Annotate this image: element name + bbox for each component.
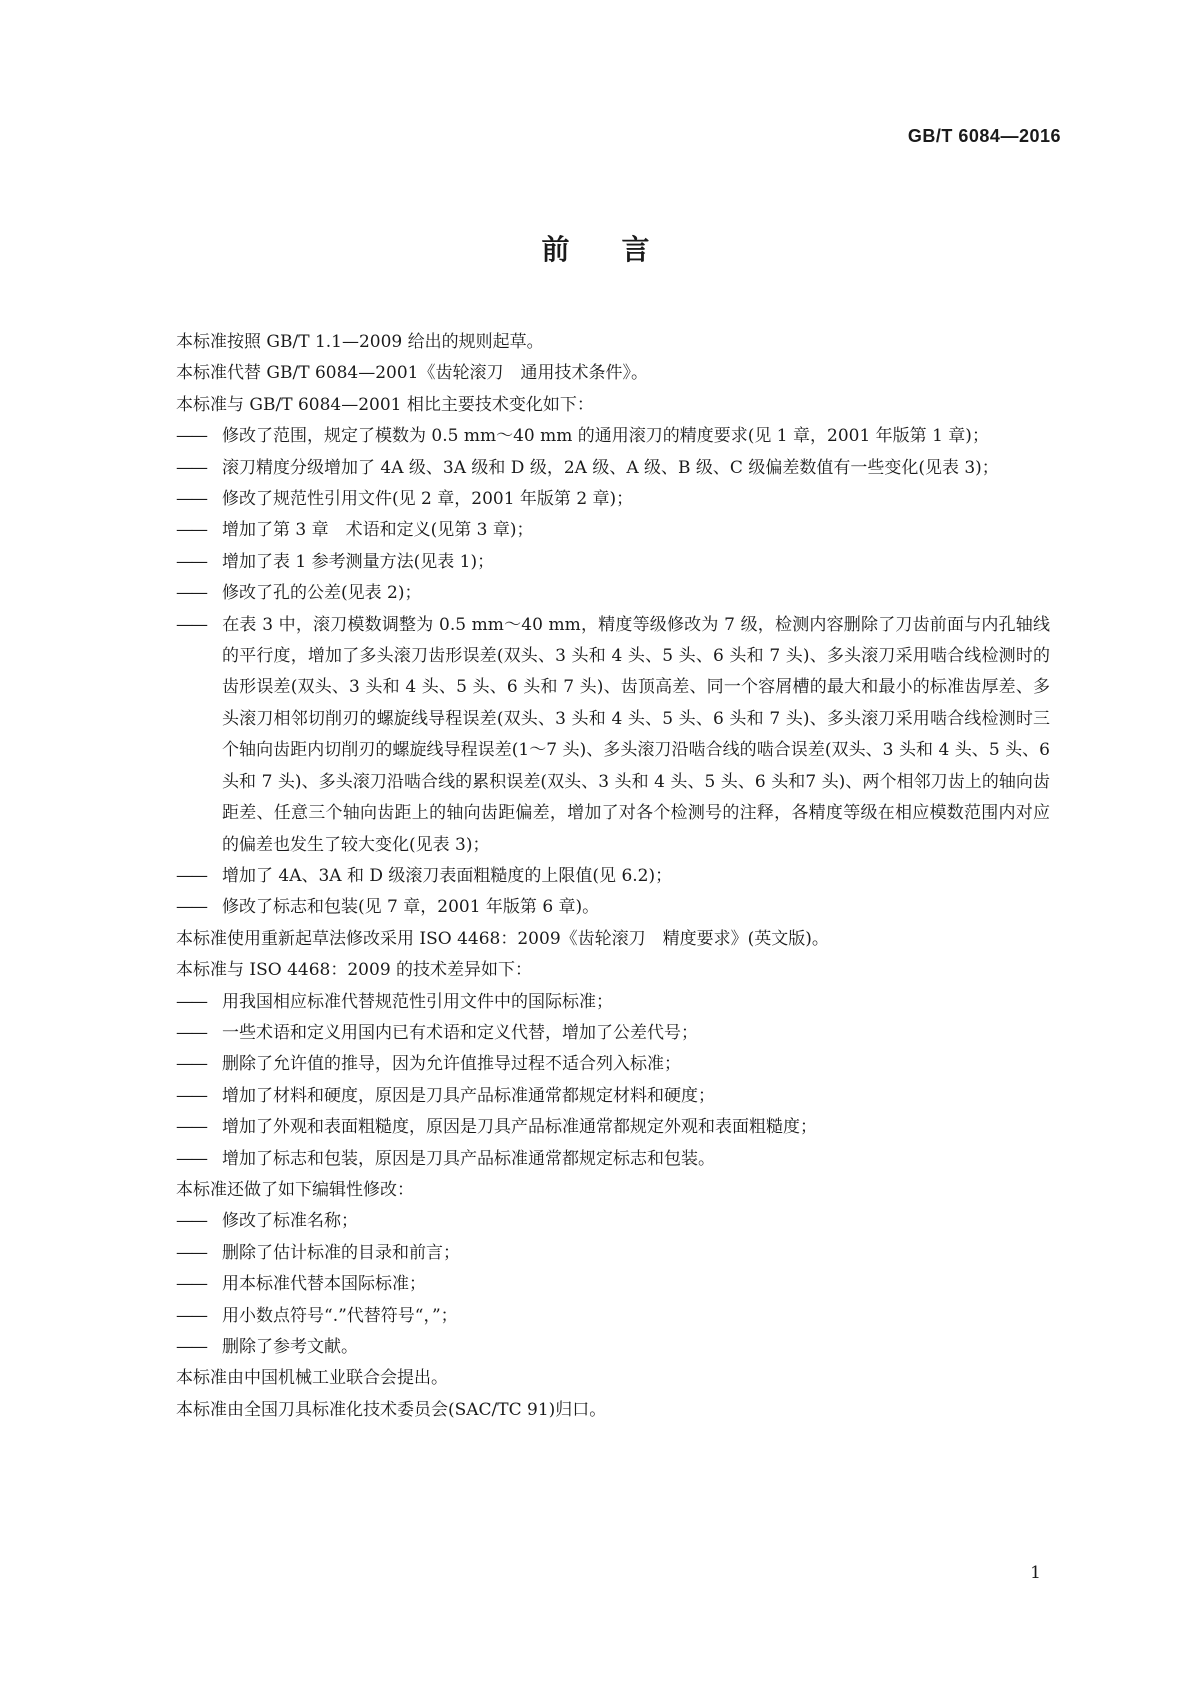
dash-marker: —— [176, 1085, 206, 1106]
list-item: —— 滚刀精度分级增加了 4A 级、3A 级和 D 级，2A 级、A 级、B 级、C 级偏差数值有一些变化(见表 3)； [176, 453, 1050, 484]
paragraph-replaces: 本标准代替 GB/T 6084—2001《齿轮滚刀 通用技术条件》。 [176, 363, 648, 384]
page-number: 1 [1030, 1563, 1041, 1583]
editorial-list [176, 1206, 1050, 1363]
list-item: —— 用本标准代替本国际标准； [176, 1269, 1050, 1300]
paragraph-committee: 本标准由全国刀具标准化技术委员会(SAC/TC 91)归口。 [176, 1399, 607, 1420]
list-item: —— 增加了表 1 参考测量方法(见表 1)； [176, 547, 1050, 578]
tech-diffs-list [176, 987, 1050, 1175]
changes-list [176, 421, 1050, 924]
dash-marker: —— [176, 1274, 206, 1295]
list-item: —— 修改了标志和包装(见 7 章，2001 年版第 6 章)。 [176, 892, 1050, 923]
dash-marker: —— [176, 1337, 206, 1357]
paragraph-changes-intro: 本标准与 GB/T 6084—2001 相比主要技术变化如下： [176, 394, 594, 415]
dash-marker: —— [176, 1211, 206, 1232]
list-item: —— 增加了外观和表面粗糙度，原因是刀具产品标准通常都规定外观和表面粗糙度； [176, 1112, 1050, 1143]
dash-marker: —— [176, 614, 206, 635]
page-title: 前言 [541, 233, 702, 266]
list-item: —— 删除了允许值的推导，因为允许值推导过程不适合列入标准； [176, 1049, 1050, 1080]
dash-marker: —— [176, 1305, 206, 1326]
list-item: —— 用我国相应标准代替规范性引用文件中的国际标准； [176, 987, 1050, 1018]
dash-marker: —— [176, 897, 206, 918]
list-item: —— 一些术语和定义用国内已有术语和定义代替，增加了公差代号； [176, 1018, 1050, 1049]
list-item: —— 增加了第 3 章 术语和定义(见第 3 章)； [176, 515, 1050, 546]
dash-marker: —— [176, 1117, 206, 1138]
paragraph-drafting-rules: 本标准按照 GB/T 1.1—2009 给出的规则起草。 [176, 332, 544, 352]
list-item: —— 在表 3 中，滚刀模数调整为 0.5 mm～40 mm，精度等级修改为 7 级，检测内容删除了刀齿前面与内孔轴线的平行度，增加了多头滚刀齿形误差(双头、3 头和 4 头、5 头、6 头和 7 头)、多头滚刀采用啮合线检测时的齿形误差(双头、3 头和 4 头、5 头、6 头和 7 头)、齿顶高差、同一个容屑槽的最大和最小的标准齿厚差、多头滚刀相邻切削刃的螺旋线导程误差(双头、3 头和 4 头、5 头、6 头和 7 头)、多头滚刀采用啮合线检测时三个轴向齿距内切削刃的螺旋线导程误差(1～7 头)、多头滚刀沿啮合线的啮合误差(双头、3 头和 4 头、5 头、6 头和 7 头)、多头滚刀沿啮合线的累积误差(双头、3 头和 4 头、5 头、6 头和7 头)、两个相邻刀齿上的轴向齿距差、任意三个轴向齿距上的轴向齿距偏差，增加了对各个检测号的注释，各精度等级在相应模数范围内对应的偏差也发生了较大变化(见表 3)； [176, 610, 1050, 861]
list-item: —— 删除了参考文献。 [176, 1332, 1050, 1363]
dash-marker: —— [176, 1022, 206, 1043]
list-item: —— 增加了标志和包装，原因是刀具产品标准通常都规定标志和包装。 [176, 1144, 1050, 1175]
paragraph-editorial-intro: 本标准还做了如下编辑性修改： [176, 1179, 414, 1200]
dash-marker: —— [176, 1054, 206, 1075]
list-item: —— 修改了标准名称； [176, 1206, 1050, 1237]
list-item: —— 删除了估计标准的目录和前言； [176, 1238, 1050, 1269]
dash-marker: —— [176, 520, 206, 541]
list-item: —— 修改了孔的公差(见表 2)； [176, 578, 1050, 609]
dash-marker: —— [176, 865, 206, 886]
list-item: —— 修改了范围，规定了模数为 0.5 mm～40 mm 的通用滚刀的精度要求(见 1 章，2001 年版第 1 章)； [176, 421, 1050, 452]
dash-marker: —— [176, 457, 206, 478]
list-item: —— 用小数点符号“.”代替符号“，”； [176, 1301, 1050, 1332]
list-item: —— 增加了材料和硬度，原因是刀具产品标准通常都规定材料和硬度； [176, 1081, 1050, 1112]
paragraph-iso-adoption: 本标准使用重新起草法修改采用 ISO 4468：2009《齿轮滚刀 精度要求》(英文版)。 [176, 928, 829, 949]
foreword-body [176, 327, 1050, 1426]
dash-marker: —— [176, 1148, 206, 1169]
standard-code: GB/T 6084—2016 [907, 126, 1061, 146]
dash-marker: —— [176, 583, 206, 604]
dash-marker: —— [176, 426, 206, 447]
dash-marker: —— [176, 991, 206, 1012]
paragraph-tech-diffs-intro: 本标准与 ISO 4468：2009 的技术差异如下： [176, 960, 533, 981]
paragraph-proposer: 本标准由中国机械工业联合会提出。 [176, 1368, 448, 1389]
dash-marker: —— [176, 551, 206, 572]
dash-marker: —— [176, 489, 206, 510]
dash-marker: —— [176, 1242, 206, 1263]
list-item: —— 增加了 4A、3A 和 D 级滚刀表面粗糙度的上限值(见 6.2)； [176, 861, 1050, 892]
list-item: —— 修改了规范性引用文件(见 2 章，2001 年版第 2 章)； [176, 484, 1050, 515]
